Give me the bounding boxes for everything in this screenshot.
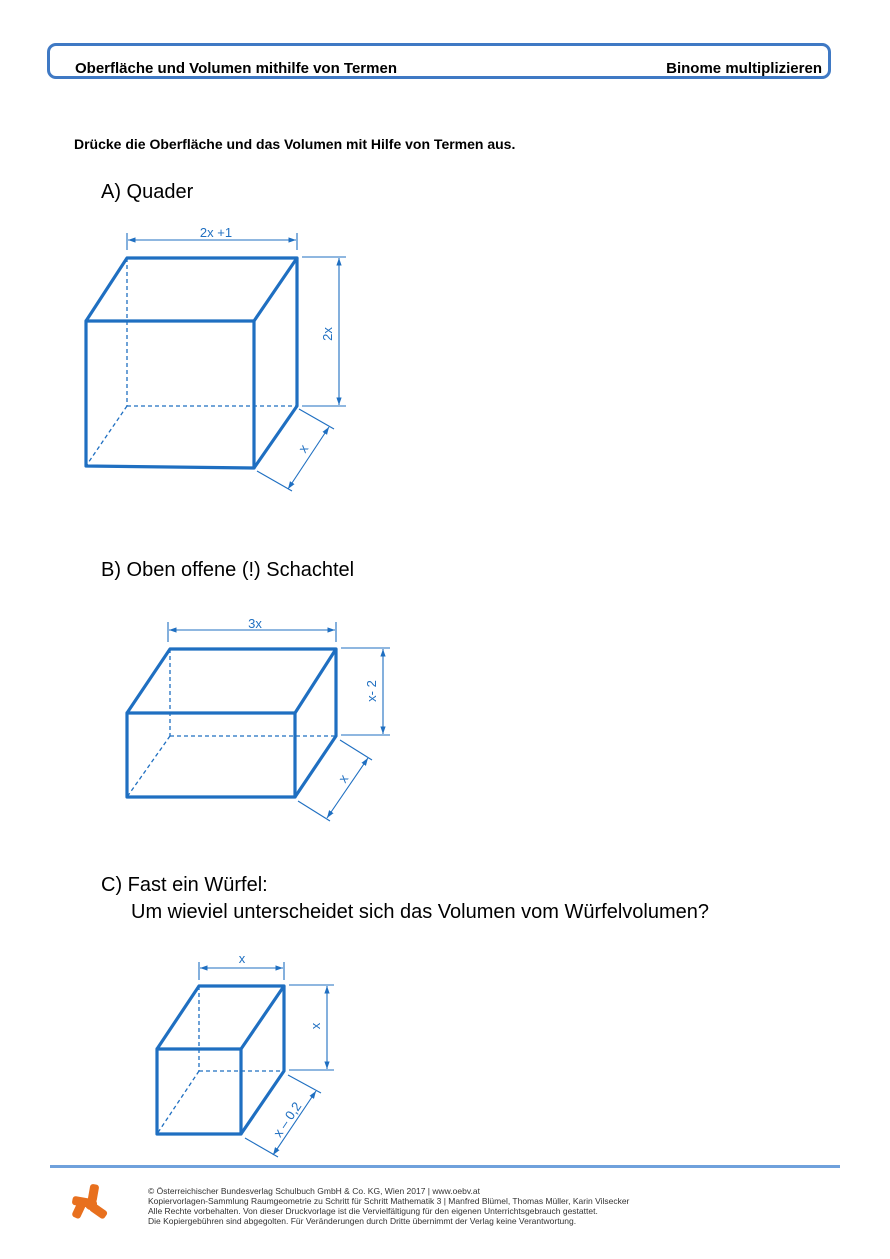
instruction-text: Drücke die Oberfläche und das Volumen mit Hilfe von Termen aus. [74,136,516,152]
cube-c-height-label: x [308,1022,323,1030]
open-box-b-depth-label: x [335,771,352,786]
task-a-label: A) Quader [101,181,194,203]
footer-copyright [148,1186,629,1226]
footer-line-2: Kopiervorlagen-Sammlung Raumgeometrie zu Schritt für Schritt Mathematik 3 | Manfred Blümel, Thomas Müller, Karin Vilsecker [148,1196,630,1206]
cuboid-a-height-label: 2x [320,327,335,341]
open-box-b-width-label: 3x [248,616,262,631]
cuboid-a-depth-label: x [295,441,312,456]
task-c-question: Um wieviel unterscheidet sich das Volumen vom Würfelvolumen? [131,901,710,923]
footer-line-1: © Österreichischer Bundesverlag Schulbuch GmbH & Co. KG, Wien 2017 | www.oebv.at [148,1186,480,1196]
cube-c-width-label: x [238,951,246,966]
open-box-b-figure [127,622,390,821]
publisher-logo-icon [70,1183,112,1225]
header-title: Oberfläche und Volumen mithilfe von Termen [75,60,397,77]
header-topic: Binome multiplizieren [666,60,822,77]
task-c-label: C) Fast ein Würfel: [101,874,268,896]
cube-c-figure [157,962,334,1157]
cube-c-depth-label: x – 0,2 [270,1099,305,1140]
footer-divider [50,1165,840,1168]
cuboid-a-width-label: 2x +1 [199,225,233,240]
footer-line-3: Alle Rechte vorbehalten. Von dieser Druckvorlage ist die Vervielfältigung für den eigenen Unterrichtsgebrauch gestattet. [148,1206,598,1216]
open-box-b-height-label: x- 2 [364,680,379,702]
footer-line-4: Die Kopiergebühren sind abgegolten. Für Veränderungen durch Dritte übernimmt der Verlag keine Verantwortung. [148,1216,577,1226]
task-b-label: B) Oben offene (!) Schachtel [101,559,355,581]
